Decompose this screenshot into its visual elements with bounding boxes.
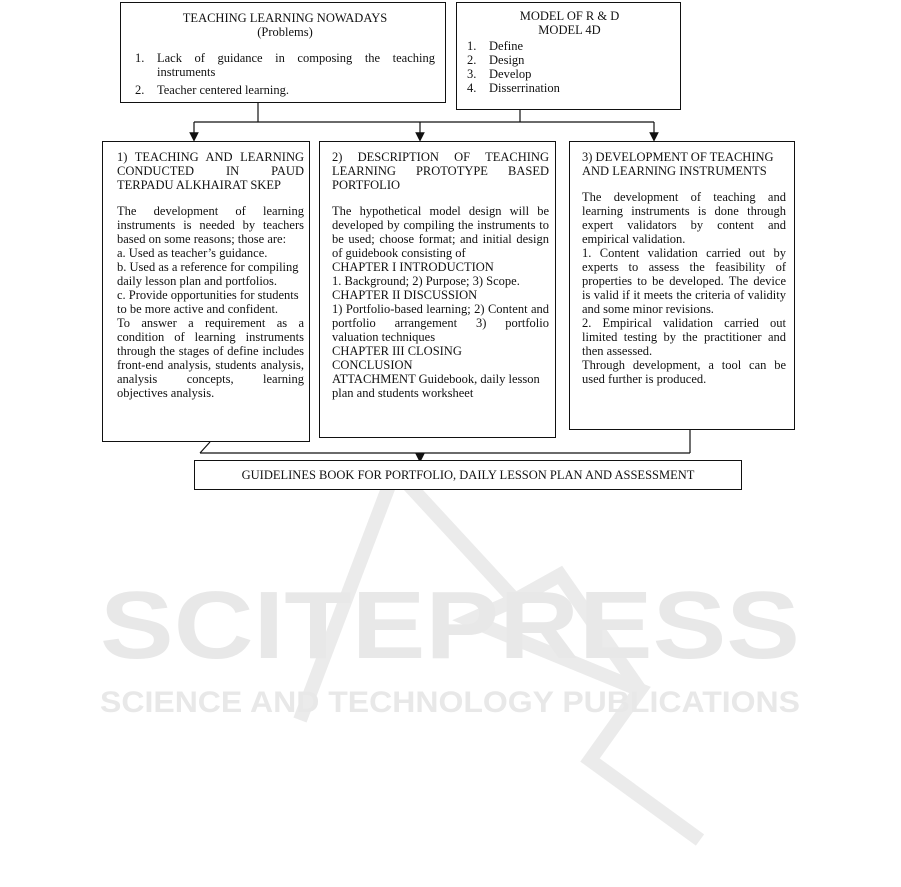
model-step-text: Define [489, 39, 524, 53]
box2-heading: 2) DESCRIPTION OF TEACHING LEARNING PROTOTYPE BASED PORTFOLIO [332, 150, 549, 192]
box2-chapter3-title: CHAPTER III CLOSING [332, 344, 462, 358]
box2-attachment: ATTACHMENT Guidebook, daily lesson plan and students worksheet [332, 372, 540, 400]
model-step-text: Develop [489, 67, 532, 81]
problems-item-number: 1. [135, 51, 145, 65]
model-step-number: 1. [467, 39, 477, 53]
model-step [467, 39, 672, 53]
problems-item-text: Lack of guidance in composing the teaching instruments [157, 51, 435, 79]
box3-heading: 3) DEVELOPMENT OF TEACHING AND LEARNING INSTRUMENTS [582, 150, 774, 178]
problems-item [135, 51, 435, 79]
box3-intro: The development of teaching and learning instruments is done through expert validators by content and empirical validation. [582, 190, 786, 246]
guidelines-output-box [194, 460, 742, 490]
box1-closing: To answer a requirement as a condition of learning instruments through the stages of define includes front-end analysis, students analysis, analysis concepts, learning objectives analysis. [117, 316, 304, 400]
box2-chapter1-title: CHAPTER I INTRODUCTION [332, 260, 494, 274]
box3-closing: Through development, a tool can be used further is produced. [582, 358, 786, 386]
problems-title: TEACHING LEARNING NOWADAYS [182, 11, 388, 25]
model-step [467, 53, 672, 67]
problems-box [120, 2, 446, 103]
box2-conclusion: CONCLUSION [332, 358, 413, 372]
box1-point: a. Used as teacher’s guidance. [117, 246, 268, 260]
problems-item-number: 2. [135, 83, 145, 97]
model-box [456, 2, 681, 110]
prototype-description-box [319, 141, 556, 438]
guidelines-output-text: GUIDELINES BOOK FOR PORTFOLIO, DAILY LESSON PLAN AND ASSESSMENT [241, 468, 695, 482]
instruments-development-box [569, 141, 795, 430]
box1-point: c. Provide opportunities for students to be more active and confident. [117, 288, 299, 316]
watermark-brand: SCITEPRESS [100, 572, 800, 679]
problems-list [135, 51, 435, 97]
box3-point1: 1. Content validation carried out by experts to assess the feasibility of properties to be developed. The device is valid if it meets the criteria of validity and some minor revisions. [582, 246, 786, 316]
box2-intro: The hypothetical model design will be developed by compiling the instruments to be used; choose format; and initial design of guidebook consisting of [332, 204, 549, 260]
model-title: MODEL OF R & D [519, 9, 620, 23]
box2-chapter2-title: CHAPTER II DISCUSSION [332, 288, 478, 302]
problems-item-text: Teacher centered learning. [157, 83, 290, 97]
box1-intro: The development of learning instruments is needed by teachers based on some reasons; those are: [117, 204, 304, 246]
model-subtitle: MODEL 4D [538, 23, 601, 37]
model-step [467, 67, 672, 81]
model-step-number: 3. [467, 67, 477, 81]
box1-point: b. Used as a reference for compiling daily lesson plan and portfolios. [117, 260, 299, 288]
model-step [467, 81, 672, 95]
box2-chapter2-body: 1) Portfolio-based learning; 2) Content and portfolio arrangement 3) portfolio valuation techniques [332, 302, 549, 344]
model-step-number: 2. [467, 53, 477, 67]
model-step-number: 4. [467, 81, 477, 95]
connector-box1-down [200, 442, 210, 453]
box2-chapter1-body: 1. Background; 2) Purpose; 3) Scope. [332, 274, 520, 288]
problems-subtitle: (Problems) [257, 25, 313, 39]
model-steps-list [467, 39, 672, 95]
model-step-text: Disserrination [489, 81, 560, 95]
teaching-conducted-box [102, 141, 310, 442]
model-step-text: Design [489, 53, 525, 67]
watermark-tagline: SCIENCE AND TECHNOLOGY PUBLICATIONS [100, 686, 800, 719]
box1-heading: 1) TEACHING AND LEARNING CONDUCTED IN PAUD TERPADU ALKHAIRAT SKEP [117, 150, 304, 192]
box3-point2: 2. Empirical validation carried out limited testing by the practitioner and then assessed. [582, 316, 786, 358]
problems-item [135, 83, 435, 97]
